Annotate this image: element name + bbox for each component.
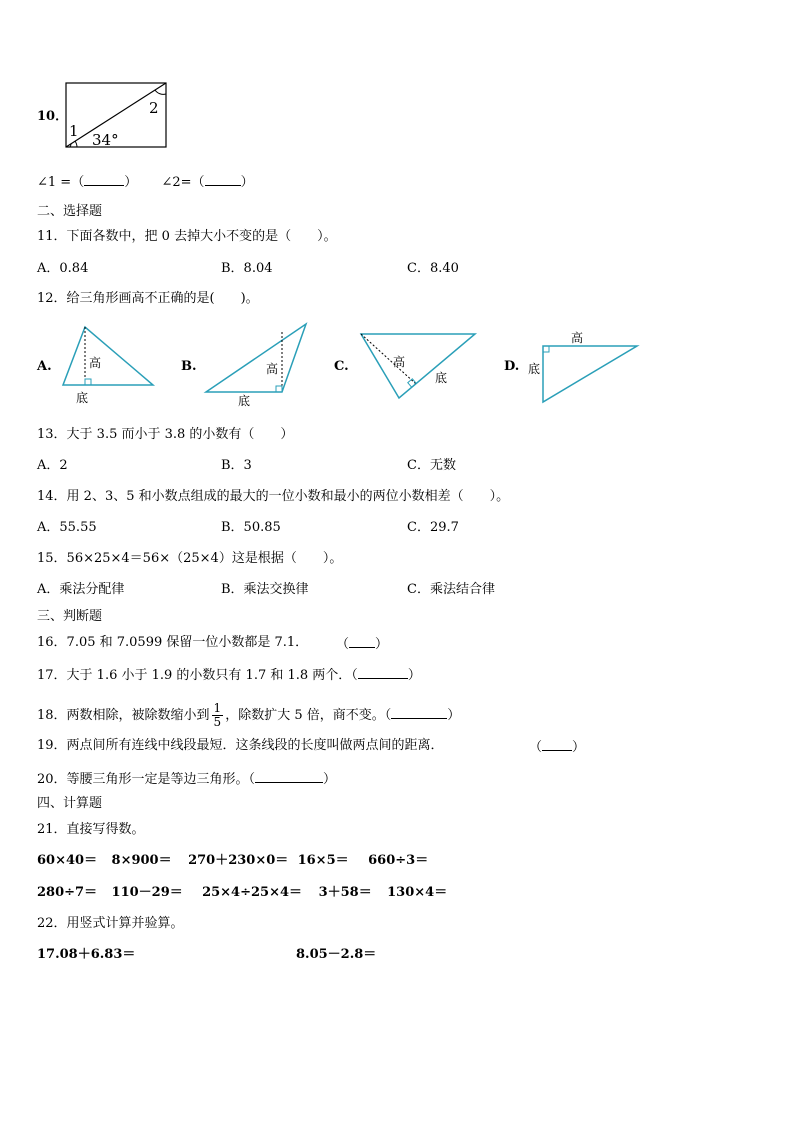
section-calc-heading: 四、计算题 [37, 796, 103, 811]
q21-r2-item-2: 110－29＝ [111, 885, 183, 900]
q11-option-b[interactable]: B．8.04 [221, 261, 273, 276]
q21-r1-item-1: 60×40＝ [37, 853, 98, 868]
q10-answer-line [37, 173, 254, 191]
q16-open: （ [336, 637, 350, 652]
q18-blank[interactable] [391, 706, 447, 719]
q20-line [37, 770, 336, 788]
q13-option-c[interactable]: C．无数 [407, 458, 456, 473]
q20-blank[interactable] [255, 770, 323, 783]
q10-rectangle-figure [63, 80, 169, 150]
q18-close: ） [447, 708, 461, 723]
q10-ans1-close: ） [124, 175, 138, 190]
section-choice-heading: 二、选择题 [37, 204, 103, 219]
q13-option-a[interactable]: A．2 [37, 458, 68, 473]
q10-ans2-blank[interactable] [205, 173, 241, 186]
q21-r1-item-4: 16×5＝ [297, 853, 349, 868]
q21-row-1 [37, 853, 428, 869]
q14-option-b[interactable]: B．50.85 [221, 520, 281, 535]
q20-close: ） [323, 772, 337, 787]
q16-text: 16．7.05 和 7.0599 保留一位小数都是 7.1． [37, 635, 309, 650]
q22-expr-1: 17.08＋6.83＝ [37, 947, 136, 962]
q19-open: （ [529, 740, 543, 755]
q12-text: 12．给三角形画高不正确的是( )。 [37, 291, 259, 306]
q12-c-height-label: 高 [393, 355, 406, 369]
q14-option-c[interactable]: C．29.7 [407, 520, 459, 535]
q14-text: 14．用 2、3、5 和小数点组成的最大的一位小数和最小的两位小数相差（ ）。 [37, 489, 510, 504]
q16-blank[interactable] [349, 635, 375, 648]
q12-b-base-label: 底 [238, 394, 251, 408]
q14-option-a[interactable]: A．55.55 [37, 520, 97, 535]
q13-option-b[interactable]: B．3 [221, 458, 252, 473]
q10-ans2-label: ∠2=（ [161, 175, 205, 190]
q12-a-base-label: 底 [76, 391, 89, 405]
q21-r2-item-5: 130×4＝ [387, 885, 448, 900]
q18-fraction [212, 702, 224, 729]
q21-text: 21．直接写得数。 [37, 822, 145, 837]
q17-text: 17．大于 1.6 小于 1.9 的小数只有 1.7 和 1.8 两个．（ [37, 668, 358, 683]
q16-close: ） [375, 637, 389, 652]
q11-option-a[interactable]: A．0.84 [37, 261, 89, 276]
q12-option-c[interactable]: C. [334, 359, 349, 374]
q10-ans1-label: ∠1 =（ [37, 175, 85, 190]
q17-close: ） [407, 668, 421, 683]
q10-ans1-blank[interactable] [84, 173, 124, 186]
q17-line [37, 666, 421, 684]
q12-a-height-label: 高 [89, 356, 102, 370]
q13-text: 13．大于 3.5 而小于 3.8 的小数有（ ） [37, 427, 294, 442]
q15-text: 15．56×25×4＝56×（25×4）这是根据（ ）。 [37, 551, 343, 566]
q18-fraction-den: 5 [213, 715, 222, 729]
q21-r1-item-2: 8×900＝ [111, 853, 172, 868]
q12-b-height-label: 高 [266, 362, 279, 376]
q16-answer[interactable] [336, 635, 388, 653]
q21-r2-item-3: 25×4÷25×4＝ [202, 885, 303, 900]
q10-angle-label: 34° [92, 131, 119, 149]
q22-expr-2: 8.05－2.8＝ [296, 947, 377, 962]
q10-label-2: 2 [149, 99, 159, 117]
q15-option-c[interactable]: C．乘法结合律 [407, 582, 495, 597]
q19-text: 19．两点间所有连线中线段最短．这条线段的长度叫做两点间的距离． [37, 738, 444, 753]
q10-label-1: 1 [69, 122, 79, 140]
q21-row-2 [37, 885, 447, 901]
q10-ans2-close: ） [240, 175, 254, 190]
q11-option-c[interactable]: C．8.40 [407, 261, 459, 276]
q18-fraction-num: 1 [213, 701, 222, 715]
q12-option-b[interactable]: B. [181, 359, 197, 374]
q12-option-d[interactable]: D. [504, 359, 520, 374]
q19-answer[interactable] [529, 738, 585, 756]
q10-number: 10． [37, 109, 69, 124]
q12-triangle-a [58, 322, 158, 406]
q12-triangle-b [202, 320, 312, 410]
q12-c-base-label: 底 [435, 371, 448, 385]
q21-r1-item-3: 270＋230×0＝ [188, 853, 289, 868]
q12-triangle-d [527, 328, 641, 406]
q15-option-b[interactable]: B．乘法交换律 [221, 582, 309, 597]
q21-r2-item-4: 3＋58＝ [318, 885, 372, 900]
q19-close: ） [572, 740, 586, 755]
q15-option-a[interactable]: A．乘法分配律 [37, 582, 125, 597]
q18-line [37, 702, 460, 729]
section-judge-heading: 三、判断题 [37, 609, 103, 624]
q12-triangle-c [357, 330, 479, 402]
q19-blank[interactable] [542, 738, 572, 751]
q21-r2-item-1: 280÷7＝ [37, 885, 98, 900]
q18-post: ，除数扩大 5 倍，商不变。（ [225, 708, 392, 723]
q17-blank[interactable] [358, 666, 408, 679]
q21-r1-item-5: 660÷3＝ [368, 853, 429, 868]
q20-text: 20．等腰三角形一定是等边三角形。（ [37, 772, 256, 787]
q12-d-height-label: 高 [571, 331, 584, 345]
q18-pre: 18．两数相除，被除数缩小到 [37, 708, 210, 723]
q22-text: 22．用竖式计算并验算。 [37, 916, 184, 931]
q12-d-base-label: 底 [528, 362, 541, 376]
q12-option-a[interactable]: A. [37, 359, 52, 374]
q11-text: 11．下面各数中，把 0 去掉大小不变的是（ ）。 [37, 229, 337, 244]
